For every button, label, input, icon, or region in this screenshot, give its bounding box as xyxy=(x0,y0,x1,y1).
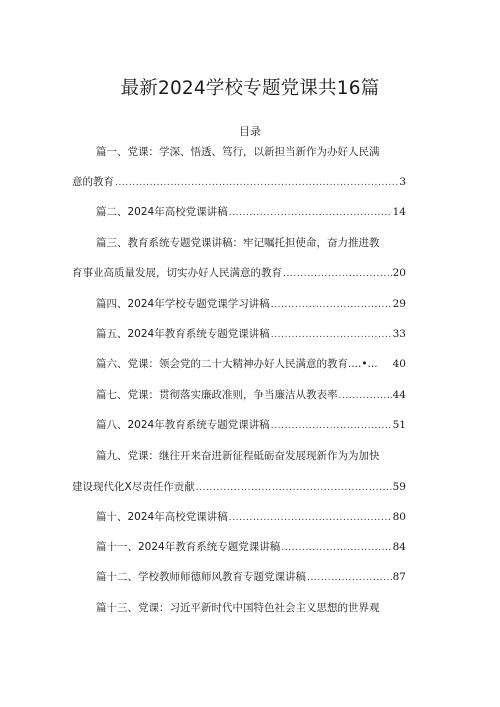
toc-page-number: 20 xyxy=(392,267,406,279)
toc-entry-line xyxy=(96,297,406,312)
toc-dot-leader xyxy=(281,541,391,555)
toc-entry-line xyxy=(96,205,406,220)
toc-dot-leader xyxy=(229,206,392,220)
toc-dot-leader xyxy=(196,481,392,495)
toc-page-number: 40 xyxy=(392,358,406,370)
toc-entry-text: 篇四、2024年学校专题党课学习讲稿 xyxy=(96,298,270,310)
toc-entry-text: 篇十三、党课：习近平新时代中国特色社会主义思想的世界观 xyxy=(96,602,380,614)
toc-dot-leader xyxy=(283,267,392,281)
toc-entry-line xyxy=(72,480,406,495)
toc-page-number: 44 xyxy=(392,389,406,401)
document-title: 最新2024学校专题党课共16篇 xyxy=(120,78,380,99)
toc-entry-line xyxy=(96,327,406,342)
toc-dot-leader xyxy=(271,419,392,433)
toc-page-number: 87 xyxy=(392,571,406,583)
toc-entry-text: 育事业高质量发展，切实办好人民满意的教育 xyxy=(72,267,282,279)
toc-page-number: 14 xyxy=(392,206,406,218)
toc-dot-leader xyxy=(229,511,392,525)
toc-entry-line xyxy=(96,570,406,585)
toc-entry-line xyxy=(96,357,406,371)
toc-entry-text: 篇二、2024年高校党课讲稿 xyxy=(96,206,228,218)
toc-page-number: 33 xyxy=(392,328,406,340)
toc-entry-text: 建设现代化X尽责任作贡献 xyxy=(72,481,195,493)
toc-entry-line xyxy=(96,540,406,555)
toc-entry-text: 篇十二、学校教师师德师风教育专题党课讲稿 xyxy=(96,571,306,583)
toc-entry-text: 篇六、党课：领会党的二十大精神办好人民满意的教育....•... xyxy=(96,358,378,370)
toc-page-number: 84 xyxy=(392,541,406,553)
toc-entry-text: 篇九、党课：继往开来奋进新征程砥砺奋发展现新作为为加快 xyxy=(96,450,380,462)
toc-page-number: 51 xyxy=(392,419,406,431)
toc-entry-line xyxy=(96,510,406,525)
toc-entry-text: 篇五、2024年教育系统专题党课讲稿 xyxy=(96,328,270,340)
toc-entry-line xyxy=(72,266,406,281)
toc-dot-leader xyxy=(271,298,392,312)
toc-entry-text: 篇十、2024年高校党课讲稿 xyxy=(96,511,228,523)
toc-page-number: 3 xyxy=(399,176,406,188)
toc-entry-text: 篇八、2024年教育系统专题党课讲稿 xyxy=(96,419,270,431)
toc-entry-text: 篇三、教育系统专题党课讲稿：牢记嘱托担使命，奋力推进教 xyxy=(96,237,380,249)
toc-dot-leader xyxy=(339,389,392,403)
toc-entry-line xyxy=(96,388,406,403)
toc-page-number: 29 xyxy=(392,298,406,310)
toc-entry-text: 篇七、党课：贯彻落实廉政准则，争当廉洁从教表率 xyxy=(96,389,338,401)
toc-dot-leader xyxy=(115,176,398,190)
toc-dot-leader xyxy=(307,571,392,585)
toc-page-number: 59 xyxy=(392,481,406,493)
toc-dot-leader xyxy=(271,328,392,342)
toc-entry-text: 篇一、党课：学深、悟透、笃行，以新担当新作为办好人民满 xyxy=(96,146,380,158)
toc-heading: 目录 xyxy=(239,125,261,138)
toc-entry-line xyxy=(96,418,406,433)
toc-entry-line xyxy=(72,175,406,190)
toc-entry-text: 篇十一、2024年教育系统专题党课讲稿 xyxy=(96,541,281,553)
toc-page-number: 80 xyxy=(392,511,406,523)
toc-entry-text: 意的教育 xyxy=(72,176,114,188)
